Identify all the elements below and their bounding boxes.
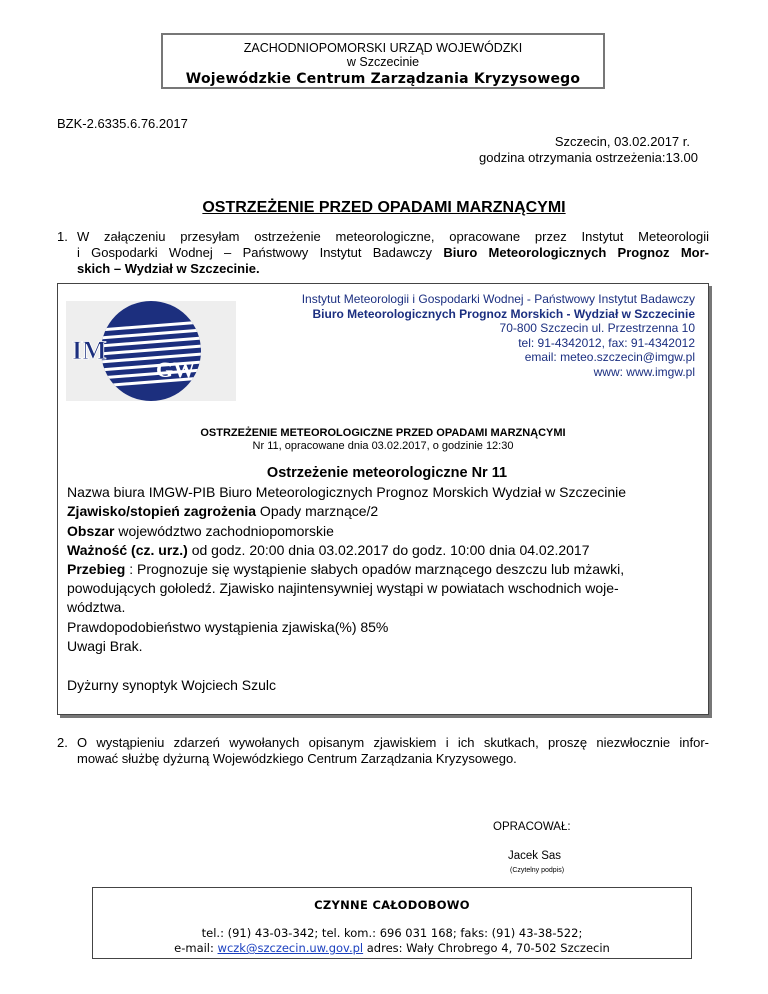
warning-remarks: Uwagi Brak. [67,637,143,654]
footer-contact [93,941,691,956]
imgw-info-office: Biuro Meteorologicznych Prognoz Morskich - Wydział w Szczecinie [312,306,695,321]
warning-course-3: wództwa. [67,599,126,616]
header-line-2: w Szczecinie [346,55,420,69]
imgw-info-www: www: www.imgw.pl [593,364,695,379]
warning-forecaster: Dyżurny synoptyk Wojciech Szulc [67,677,277,694]
warning-course-2: powodujących gołoledź. Zjawisko najintensywniej wystąpi w powiatach wschodnich woje- [67,580,619,597]
footer-email-label: e-mail: [174,941,218,955]
imgw-contact-info [235,292,695,380]
footer-email-link[interactable]: wczk@szczecin.uw.gov.pl [217,941,364,955]
item-2-line-1: O wystąpieniu zdarzeń wywołanych opisanym zjawiskiem i ich skutkach, proszę niezwłocznie infor- [77,735,709,750]
warning-heading-sub: Nr 11, opracowane dnia 03.02.2017, o godzinie 12:30 [252,440,514,452]
item-1-line-3-bold: skich – Wydział w Szczecinie. [77,261,260,276]
warning-probability: Prawdopodobieństwo wystąpienia zjawiska(%) 85% [67,618,389,635]
item-1-line-2 [77,245,709,261]
warning-title: Ostrzeżenie meteorologiczne Nr 11 [266,465,508,481]
item-1-line-1: W załączeniu przesyłam ostrzeżenie meteorologiczne, opracowane przez Instytut Meteorologii [77,229,709,244]
area-value: województwo zachodniopomorskie [114,522,334,539]
warning-heading-title: OSTRZEŻENIE METEOROLOGICZNE PRZED OPADAMI MARZNĄCYMI [200,427,566,439]
received-time: godzina otrzymania ostrzeżenia:13.00 [479,150,698,165]
footer-box [92,887,692,959]
footer-phones: tel.: (91) 43-03-342; tel. kom.: 696 031 168; faks: (91) 43-38-522; [201,926,583,940]
header-box [161,33,605,89]
warning-phenomenon [67,502,707,521]
item-1-line-2-bold: Biuro Meteorologicznych Prognoz Mor- [443,245,709,260]
phenomenon-value: Opady marznące/2 [256,503,379,520]
warning-validity [67,541,707,560]
course-label: Przebieg [67,561,126,578]
imgw-info-email: email: meteo.szczecin@imgw.pl [524,350,695,365]
warning-course [67,560,707,579]
reference-number: BZK-2.6335.6.76.2017 [57,116,188,131]
header-line-3: Wojewódzkie Centrum Zarządzania Kryzysowego [185,71,581,87]
warning-heading [57,427,709,453]
imgw-info-address: 70-800 Szczecin ul. Przestrzenna 10 [499,321,695,336]
logo-text-gw: GW [156,357,196,382]
area-label: Obszar [67,522,115,539]
footer-address: adres: Wały Chrobrego 4, 70-502 Szczecin [363,941,610,955]
signatory-name: Jacek Sas [508,850,562,862]
item-2-line-2: mować służbę dyżurną Wojewódzkiego Centrum Zarządzania Kryzysowego. [77,751,517,766]
imgw-logo [66,301,236,401]
place-date: Szczecin, 03.02.2017 r. [554,134,690,149]
prepared-by-label: OPRACOWAŁ: [493,821,571,833]
item-2-number: 2. [57,735,68,750]
phenomenon-label: Zjawisko/stopień zagrożenia [67,503,257,520]
item-1-line-2-text: i Gospodarki Wodnej – Państwowy Instytut Badawczy [77,245,444,260]
warning-office: Nazwa biura IMGW-PIB Biuro Meteorologicznych Prognoz Morskich Wydział w Szczecinie [67,484,627,501]
document-title: OSTRZEŻENIE PRZED OPADAMI MARZNĄCYMI [202,199,566,216]
imgw-info-phone: tel: 91-4342012, fax: 91-4342012 [518,335,695,350]
validity-value: od godz. 20:00 dnia 03.02.2017 do godz. 10:00 dnia 04.02.2017 [187,541,590,558]
warning-body [67,464,707,695]
item-1 [57,229,709,277]
item-2 [57,735,709,767]
imgw-info-institute: Instytut Meteorologii i Gospodarki Wodnej - Państwowy Instytut Badawczy [301,292,695,306]
item-1-line-3 [77,261,709,277]
logo-text-im: IM [72,336,107,365]
course-value-1: : Prognozuje się wystąpienie słabych opadów marznącego deszczu lub mżawki, [125,561,625,578]
header-line-1: ZACHODNIOPOMORSKI URZĄD WOJEWÓDZKI [243,41,523,55]
warning-area [67,522,707,541]
validity-label: Ważność (cz. urz.) [67,541,188,558]
footer-heading: CZYNNE CAŁODOBOWO [314,898,470,912]
signature-note: (Czytelny podpis) [510,867,565,874]
item-1-number: 1. [57,229,68,244]
